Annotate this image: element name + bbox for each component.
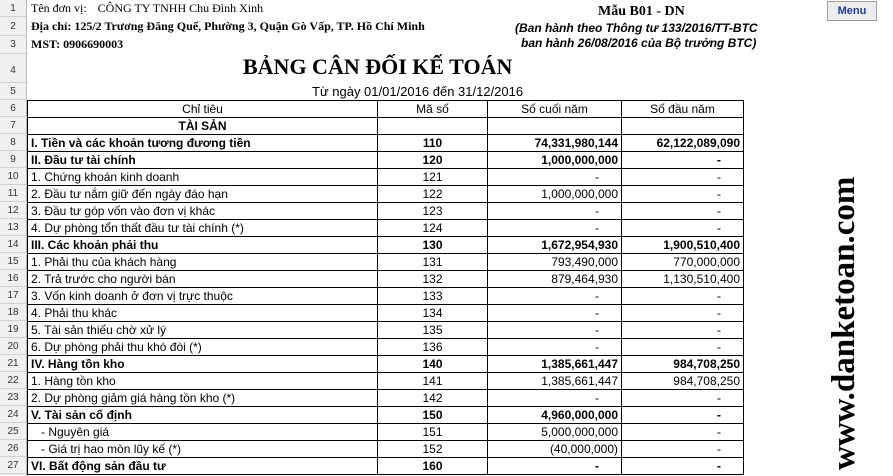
row-start-value[interactable]: - (622, 458, 744, 475)
row-number[interactable]: 13 (0, 219, 26, 236)
col-header-end[interactable]: Số cuối năm (488, 101, 622, 118)
table-row (28, 169, 744, 186)
row-start-value[interactable]: - (622, 322, 744, 339)
row-label[interactable]: - Giá trị hao mòn lũy kế (*) (28, 441, 378, 458)
row-number[interactable]: 4 (0, 54, 26, 83)
watermark-svg (814, 128, 870, 473)
row-code[interactable]: 123 (378, 203, 488, 220)
row-end-value[interactable]: - (488, 169, 622, 186)
row-number[interactable]: 5 (0, 83, 26, 100)
row-number[interactable]: 8 (0, 134, 26, 151)
row-start-value[interactable]: 62,122,089,090 (622, 135, 744, 152)
table-row (28, 220, 744, 237)
table-row (28, 458, 744, 475)
address-line: Địa chỉ: 125/2 Trương Đăng Quế, Phường 3, Quận Gò Vấp, TP. Hồ Chí Minh (31, 19, 425, 33)
table-header-row (28, 101, 744, 118)
row-label[interactable]: II. Đầu tư tài chính (28, 152, 378, 169)
row-end-value[interactable]: 5,000,000,000 (488, 424, 622, 441)
row-number[interactable]: 22 (0, 372, 26, 389)
row-number[interactable]: 18 (0, 304, 26, 321)
row-number[interactable]: 12 (0, 202, 26, 219)
row-number[interactable]: 10 (0, 168, 26, 185)
row-start-value[interactable]: - (622, 339, 744, 356)
row-end-value[interactable]: 1,385,661,447 (488, 373, 622, 390)
row-start-value[interactable]: 1,130,510,400 (622, 271, 744, 288)
row-number[interactable]: 23 (0, 389, 26, 406)
row-code[interactable]: 122 (378, 186, 488, 203)
row-start-value[interactable]: - (622, 288, 744, 305)
spreadsheet (27, 0, 893, 476)
circular-line-1: (Ban hành theo Thông tư 133/2016/TT-BTC (515, 21, 758, 35)
row-code[interactable]: 110 (378, 135, 488, 152)
table-row (28, 271, 744, 288)
col-header-start[interactable]: Số đầu năm (622, 101, 744, 118)
row-number[interactable]: 21 (0, 355, 26, 372)
table-row (28, 254, 744, 271)
balance-sheet-table (27, 100, 744, 475)
row-end-value[interactable]: 1,385,661,447 (488, 356, 622, 373)
row-label[interactable]: IV. Hàng tồn kho (28, 356, 378, 373)
row-label[interactable]: III. Các khoản phải thu (28, 237, 378, 254)
row-label[interactable]: 2. Đầu tư nắm giữ đến ngày đáo hạn (28, 186, 378, 203)
row-label[interactable]: 5. Tài sản thiếu chờ xử lý (28, 322, 378, 339)
table-row (28, 339, 744, 356)
menu-button[interactable]: Menu (827, 1, 877, 21)
section-row-assets (28, 118, 744, 135)
row-label[interactable]: 4. Phải thu khác (28, 305, 378, 322)
section-label-assets[interactable]: TÀI SẢN (28, 118, 378, 135)
row-label[interactable]: 3. Vốn kinh doanh ở đơn vị trực thuộc (28, 288, 378, 305)
row-end-value[interactable]: 1,672,954,930 (488, 237, 622, 254)
row-number[interactable]: 2 (0, 17, 26, 36)
row-start-value[interactable]: - (622, 407, 744, 424)
row-number[interactable]: 26 (0, 440, 26, 457)
row-code[interactable]: 136 (378, 339, 488, 356)
cell[interactable] (378, 118, 488, 135)
row-code[interactable]: 142 (378, 390, 488, 407)
row-code[interactable]: 152 (378, 441, 488, 458)
row-end-value[interactable]: - (488, 339, 622, 356)
row-code[interactable]: 132 (378, 271, 488, 288)
row-start-value[interactable]: - (622, 203, 744, 220)
row-label[interactable]: 1. Hàng tồn kho (28, 373, 378, 390)
row-code[interactable]: 135 (378, 322, 488, 339)
row-number[interactable]: 20 (0, 338, 26, 355)
row-code[interactable]: 160 (378, 458, 488, 475)
row-label[interactable]: 1. Phải thu của khách hàng (28, 254, 378, 271)
row-label[interactable]: 1. Chứng khoán kinh doanh (28, 169, 378, 186)
unit-label: Tên đơn vị: (31, 1, 87, 15)
row-start-value[interactable]: 984,708,250 (622, 356, 744, 373)
table-row (28, 424, 744, 441)
row-number[interactable]: 25 (0, 423, 26, 440)
row-code[interactable]: 140 (378, 356, 488, 373)
row-number[interactable]: 6 (0, 100, 26, 117)
row-code[interactable]: 134 (378, 305, 488, 322)
row-end-value[interactable]: 879,464,930 (488, 271, 622, 288)
row-start-value[interactable]: 984,708,250 (622, 373, 744, 390)
table-row (28, 305, 744, 322)
row-label[interactable]: V. Tài sản cố định (28, 407, 378, 424)
row-start-value[interactable]: - (622, 305, 744, 322)
row-number[interactable]: 15 (0, 253, 26, 270)
row-start-value[interactable]: 770,000,000 (622, 254, 744, 271)
row-label[interactable]: I. Tiền và các khoản tương đương tiền (28, 135, 378, 152)
table-row (28, 186, 744, 203)
row-label[interactable]: 6. Dự phòng phải thu khó đòi (*) (28, 339, 378, 356)
row-end-value[interactable]: - (488, 220, 622, 237)
report-title: BẢNG CÂN ĐỐI KẾ TOÁN (243, 54, 513, 79)
row-number-gutter (0, 0, 27, 476)
row-start-value[interactable]: - (622, 169, 744, 186)
col-header-item[interactable]: Chỉ tiêu (28, 101, 378, 118)
table-row (28, 441, 744, 458)
row-code[interactable]: 133 (378, 288, 488, 305)
row-code[interactable]: 121 (378, 169, 488, 186)
row-code[interactable]: 124 (378, 220, 488, 237)
row-number[interactable]: 17 (0, 287, 26, 304)
table-row (28, 356, 744, 373)
row-number[interactable]: 27 (0, 457, 26, 474)
cell[interactable] (622, 118, 744, 135)
row-number[interactable]: 24 (0, 406, 26, 423)
table-row (28, 373, 744, 390)
row-number[interactable]: 14 (0, 236, 26, 253)
row-number[interactable]: 16 (0, 270, 26, 287)
row-end-value[interactable]: 1,000,000,000 (488, 186, 622, 203)
row-start-value[interactable]: - (622, 424, 744, 441)
row-end-value[interactable]: - (488, 322, 622, 339)
row-end-value[interactable]: - (488, 458, 622, 475)
col-header-code[interactable]: Mã số (378, 101, 488, 118)
row-label[interactable]: - Nguyên giá (28, 424, 378, 441)
cell[interactable] (488, 118, 622, 135)
watermark (814, 128, 870, 473)
row-label[interactable]: 2. Trả trước cho người bán (28, 271, 378, 288)
row-end-value[interactable]: - (488, 390, 622, 407)
circular-line-2: ban hành 26/08/2016 của Bộ trưởng BTC) (521, 36, 757, 50)
row-code[interactable]: 120 (378, 152, 488, 169)
row-end-value[interactable]: 793,490,000 (488, 254, 622, 271)
row-end-value[interactable]: 1,000,000,000 (488, 152, 622, 169)
row-start-value[interactable]: - (622, 441, 744, 458)
row-end-value[interactable]: - (488, 305, 622, 322)
table-row (28, 322, 744, 339)
row-label[interactable]: 3. Đầu tư góp vốn vào đơn vị khác (28, 203, 378, 220)
row-end-value[interactable]: (40,000,000) (488, 441, 622, 458)
row-start-value[interactable]: - (622, 152, 744, 169)
row-start-value[interactable]: 1,900,510,400 (622, 237, 744, 254)
row-start-value[interactable]: - (622, 186, 744, 203)
row-code[interactable]: 151 (378, 424, 488, 441)
table-row (28, 237, 744, 254)
unit-name: CÔNG TY TNHH Chu Đình Xinh (97, 1, 264, 15)
row-number[interactable]: 9 (0, 151, 26, 168)
row-end-value[interactable]: - (488, 288, 622, 305)
table-row (28, 288, 744, 305)
form-code: Mẫu B01 - DN (598, 4, 685, 19)
table-row (28, 390, 744, 407)
table-row (28, 203, 744, 220)
row-code[interactable]: 141 (378, 373, 488, 390)
row-number[interactable]: 11 (0, 185, 26, 202)
row-label[interactable]: VI. Bất động sản đầu tư (28, 458, 378, 475)
row-label[interactable]: 4. Dự phòng tổn thất đầu tư tài chính (*) (28, 220, 378, 237)
row-code[interactable]: 130 (378, 237, 488, 254)
report-period: Từ ngày 01/01/2016 đến 31/12/2016 (312, 84, 524, 99)
row-number[interactable]: 1 (0, 0, 26, 17)
table-row (28, 135, 744, 152)
tax-id-line: MST: 0906690003 (31, 37, 124, 51)
row-number[interactable]: 7 (0, 117, 26, 134)
row-start-value[interactable]: - (622, 390, 744, 407)
row-number[interactable]: 3 (0, 36, 26, 54)
row-number[interactable]: 19 (0, 321, 26, 338)
row-end-value[interactable]: 74,331,980,144 (488, 135, 622, 152)
row-end-value[interactable]: 4,960,000,000 (488, 407, 622, 424)
row-end-value[interactable]: - (488, 203, 622, 220)
watermark-text: www.danketoan.com (826, 176, 862, 470)
row-code[interactable]: 131 (378, 254, 488, 271)
row-label[interactable]: 2. Dự phòng giảm giá hàng tồn kho (*) (28, 390, 378, 407)
row-start-value[interactable]: - (622, 220, 744, 237)
row-code[interactable]: 150 (378, 407, 488, 424)
unit-line (31, 1, 263, 16)
table-row (28, 152, 744, 169)
table-row (28, 407, 744, 424)
